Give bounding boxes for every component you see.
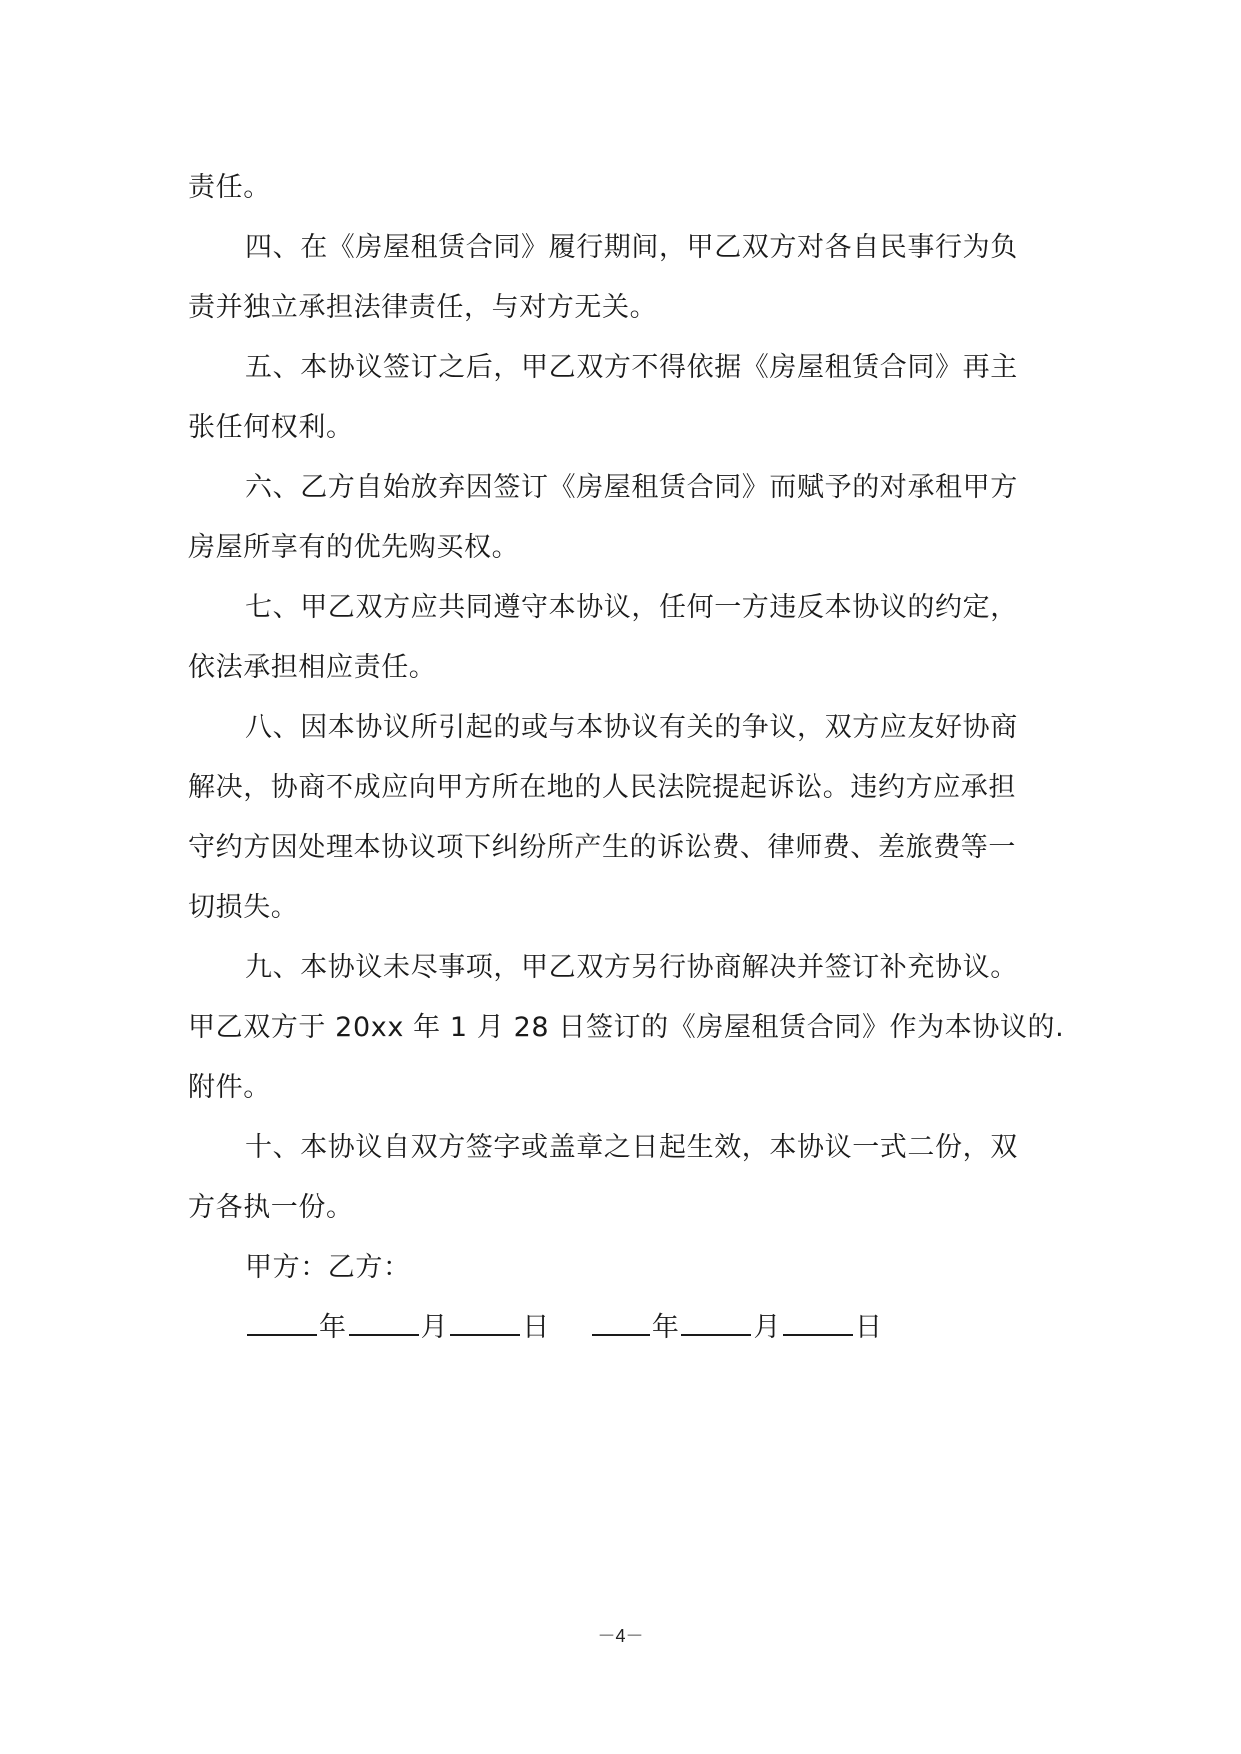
party-a-month-blank [349, 1310, 419, 1336]
party-b-day-blank [783, 1310, 853, 1336]
text-line: 方各执一份。 [188, 1192, 354, 1223]
signature-parties: 甲方：乙方： [245, 1252, 411, 1283]
text-line: 责任。 [188, 172, 271, 203]
year-label: 年 [651, 1312, 680, 1343]
clause-10: 十、本协议自双方签字或盖章之日起生效，本协议一式二份，双 [245, 1132, 1018, 1163]
clause-7: 七、甲乙双方应共同遵守本协议，任何一方违反本协议的约定， [245, 592, 1018, 623]
party-b-year-blank [592, 1310, 650, 1336]
text-line: 依法承担相应责任。 [188, 652, 437, 683]
signature-date-line [188, 1298, 1066, 1358]
text-line: 甲乙双方于 20xx 年 1 月 28 日签订的《房屋租赁合同》作为本协议的. [188, 1012, 1065, 1043]
day-label: 日 [855, 1312, 883, 1343]
text-line: 责并独立承担法律责任，与对方无关。 [188, 292, 658, 323]
month-label: 月 [420, 1312, 449, 1343]
year-label: 年 [319, 1312, 347, 1343]
clause-9: 九、本协议未尽事项，甲乙双方另行协商解决并签订补充协议。 [245, 952, 1018, 983]
text-line: 解决，协商不成应向甲方所在地的人民法院提起诉讼。违约方应承担 [188, 772, 1016, 803]
document-body [188, 158, 1066, 1358]
clause-8: 八、因本协议所引起的或与本协议有关的争议，双方应友好协商 [245, 712, 1018, 743]
text-line: 守约方因处理本协议项下纠纷所产生的诉讼费、律师费、差旅费等一 [188, 832, 1016, 863]
clause-4: 四、在《房屋租赁合同》履行期间，甲乙双方对各自民事行为负 [245, 232, 1018, 263]
month-label: 月 [753, 1312, 782, 1343]
day-label: 日 [522, 1312, 550, 1343]
text-line: 附件。 [188, 1072, 271, 1103]
clause-5: 五、本协议签订之后，甲乙双方不得依据《房屋租赁合同》再主 [245, 352, 1018, 383]
text-line: 切损失。 [188, 892, 299, 923]
text-line: 张任何权利。 [188, 412, 354, 443]
page-number: －4－ [597, 1626, 644, 1646]
text-line: 房屋所享有的优先购买权。 [188, 532, 520, 563]
party-a-day-blank [450, 1310, 520, 1336]
clause-6: 六、乙方自始放弃因签订《房屋租赁合同》而赋予的对承租甲方 [245, 472, 1018, 503]
party-b-month-blank [681, 1310, 751, 1336]
party-a-year-blank [247, 1310, 317, 1336]
